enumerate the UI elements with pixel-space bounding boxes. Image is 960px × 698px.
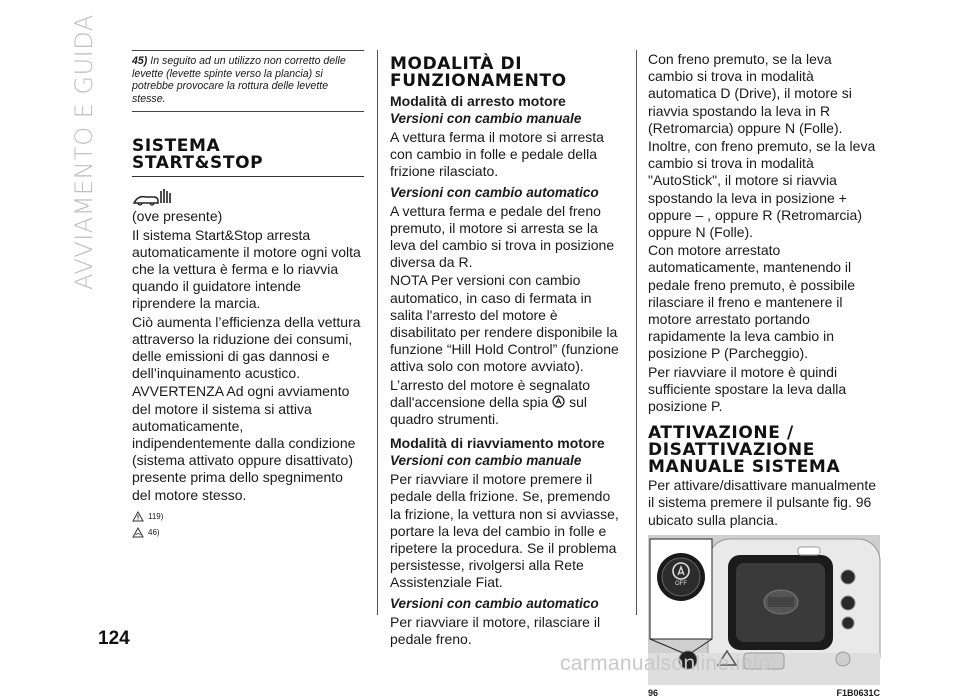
heading-line: DISATTIVAZIONE [648, 440, 815, 461]
heading-line: START&STOP [132, 155, 364, 177]
column-1 [132, 50, 364, 540]
column-divider [377, 50, 378, 615]
paragraph [390, 377, 625, 429]
heading-line: SISTEMA [132, 136, 221, 157]
heading-line: FUNZIONAMENTO [390, 71, 567, 91]
text-span: L’arresto del motore è segnalato dall'accensione della spia [390, 376, 591, 410]
warning-ref-number: 119) [148, 511, 164, 521]
heading-line: MANUALE SISTEMA [648, 457, 841, 478]
paragraph: Per riavviare il motore è quindi sufficiente spostare la leva dalla posizione P. [648, 363, 847, 415]
caution-ref-number: 46) [148, 527, 160, 537]
paragraph: A vettura ferma il motore si arresta con cambio in folle e pedale della frizione rilasciato. [390, 129, 604, 180]
paragraph: Ciò aumenta l’efficienza della vettura attraverso la riduzione dei consumi, delle emissioni di gas dannosi e dell’inquinamento acustico. [132, 313, 361, 382]
column-2 [390, 50, 625, 648]
heading-line: MODALITÀ DI [390, 54, 523, 74]
figure-code: F1B0631C [836, 687, 880, 698]
column-3 [648, 50, 880, 698]
note-number: 45) [132, 55, 148, 67]
caution-icon [132, 527, 144, 538]
section-heading-start-stop [132, 138, 364, 177]
paragraph: Per riavviare il motore premere il pedale della frizione. Se, premendo la frizione, la vettura non si avviasse, portare la leva del cambio in folle e ripetere la procedura. Se il problema persistesse, rivolgersi alla Rete Assistenziale Fiat. [390, 471, 619, 591]
auto-stop-warning-light-icon [552, 395, 565, 408]
subheading: Modalità di arresto motore [390, 93, 566, 109]
paragraph: AVVERTENZA Ad ogni avviamento del motore il sistema si attiva automaticamente, indipendentemente dalla condizione (sistema attivato oppure disattivato) presente prima dello spegnimento del motore stesso. [132, 383, 356, 503]
note-text: In seguito ad un utilizzo non corretto delle levette (levette spinte verso la plancia) si potrebbe provocare la rottura delle levette stesse. [132, 55, 346, 105]
warning-ref [132, 510, 364, 524]
section-heading-modalita [390, 56, 625, 90]
caution-ref [132, 526, 364, 540]
auto-stop-icon [132, 187, 364, 207]
subheading-italic: Versioni con cambio manuale [390, 453, 582, 469]
page-number: 124 [98, 628, 130, 649]
column-divider [636, 50, 637, 615]
paragraph: Con freno premuto, se la leva cambio si trova in modalità automatica D (Drive), il motore si riavvia spostando la leva in R (Retromarcia) oppure N (Folle). [648, 51, 852, 136]
off-button-label: OFF [675, 580, 687, 587]
subheading: Modalità di riavviamento motore [390, 435, 605, 452]
subheading-italic: Versioni con cambio automatico [390, 595, 599, 611]
warning-icon [132, 511, 144, 522]
paragraph: Inoltre, con freno premuto, se la leva cambio si trova in modalità "AutoStick", il motore si riavvia spostando la leva in posizione + oppure – , oppure R (Retromarcia) oppure N (Folle). [648, 138, 876, 241]
subheading-italic: Versioni con cambio automatico [390, 184, 599, 200]
text-span: sul quadro strumenti. [390, 393, 588, 428]
heading-line: ATTIVAZIONE / [648, 423, 794, 444]
paragraph: (ove presente) [132, 208, 223, 225]
paragraph: Per riavviare il motore, rilasciare il pedale freno. [390, 613, 601, 647]
paragraph: Il sistema Start&Stop arresta automaticamente il motore ogni volta che la vettura è ferma e lo riavvia quando il guidatore intende riprendere la marcia. [132, 226, 361, 312]
paragraph: Per attivare/disattivare manualmente il sistema premere il pulsante fig. 96 ubicato sulla plancia. [648, 477, 876, 528]
figure-number: 96 [648, 687, 659, 698]
section-heading-attivazione [648, 425, 880, 476]
figure-caption [648, 688, 880, 698]
paragraph: NOTA Per versioni con cambio automatico, in caso di fermata in salita l'arresto del motore è disabilitato per rendere disponibile la funzione “Hill Hold Control” (funzione attiva solo con motore avviato). [390, 272, 619, 375]
paragraph: A vettura ferma e pedale del freno premuto, il motore si arresta se la leva del cambio si trova in posizione diversa da R. [390, 202, 615, 271]
subheading-italic: Versioni con cambio manuale [390, 111, 582, 126]
paragraph: Con motore arrestato automaticamente, mantenendo il pedale freno premuto, è possibile rilasciare il freno e mantenere il motore arrestato portando rapidamente la leva cambio in posizione P (Parcheggio). [648, 242, 856, 362]
chapter-title: AVVIAMENTO E GUIDA [70, 14, 98, 290]
watermark: carmanualsonline.info [560, 652, 771, 675]
note-box [132, 50, 364, 112]
